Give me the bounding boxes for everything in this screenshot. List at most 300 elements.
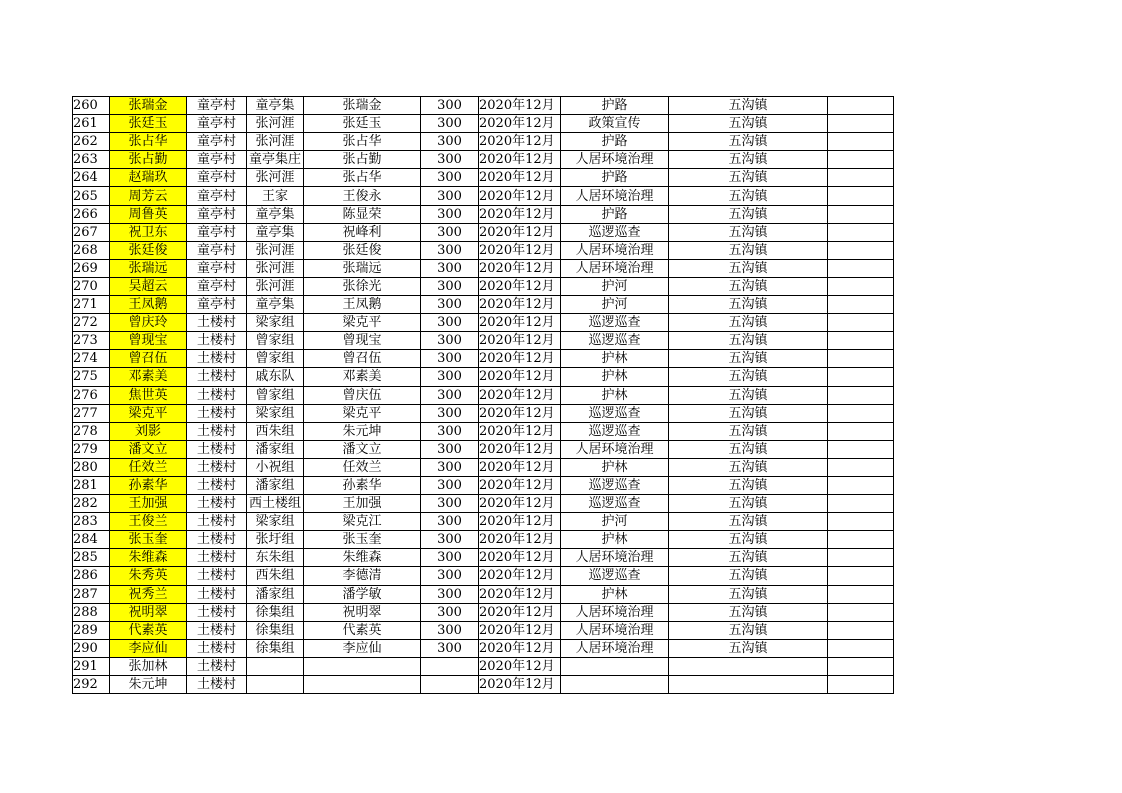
representative-cell[interactable]: 张占勤 bbox=[304, 151, 421, 169]
amount-cell[interactable]: 300 bbox=[421, 205, 479, 223]
name-cell[interactable]: 张廷俊 bbox=[110, 241, 187, 259]
date-cell[interactable]: 2020年12月 bbox=[479, 639, 561, 657]
town-cell[interactable]: 五沟镇 bbox=[669, 350, 828, 368]
note-cell[interactable] bbox=[828, 259, 894, 277]
date-cell[interactable]: 2020年12月 bbox=[479, 223, 561, 241]
amount-cell[interactable]: 300 bbox=[421, 440, 479, 458]
amount-cell[interactable]: 300 bbox=[421, 603, 479, 621]
town-cell[interactable]: 五沟镇 bbox=[669, 513, 828, 531]
village-cell[interactable]: 童亭村 bbox=[187, 223, 247, 241]
representative-cell[interactable]: 潘文立 bbox=[304, 440, 421, 458]
task-cell[interactable]: 人居环境治理 bbox=[561, 151, 669, 169]
village-cell[interactable]: 土楼村 bbox=[187, 567, 247, 585]
row-number-cell[interactable]: 264 bbox=[73, 169, 110, 187]
task-cell[interactable]: 护路 bbox=[561, 205, 669, 223]
task-cell[interactable]: 人居环境治理 bbox=[561, 603, 669, 621]
group-cell[interactable]: 张圩组 bbox=[247, 531, 304, 549]
group-cell[interactable]: 西朱组 bbox=[247, 567, 304, 585]
name-cell[interactable]: 张占勤 bbox=[110, 151, 187, 169]
amount-cell[interactable]: 300 bbox=[421, 151, 479, 169]
date-cell[interactable]: 2020年12月 bbox=[479, 205, 561, 223]
representative-cell[interactable]: 张徐光 bbox=[304, 277, 421, 295]
representative-cell[interactable]: 曾现宝 bbox=[304, 332, 421, 350]
amount-cell[interactable]: 300 bbox=[421, 639, 479, 657]
row-number-cell[interactable]: 284 bbox=[73, 531, 110, 549]
row-number-cell[interactable]: 286 bbox=[73, 567, 110, 585]
row-number-cell[interactable]: 269 bbox=[73, 259, 110, 277]
task-cell[interactable]: 护路 bbox=[561, 169, 669, 187]
row-number-cell[interactable]: 288 bbox=[73, 603, 110, 621]
note-cell[interactable] bbox=[828, 476, 894, 494]
task-cell[interactable]: 护林 bbox=[561, 458, 669, 476]
task-cell[interactable]: 人居环境治理 bbox=[561, 621, 669, 639]
village-cell[interactable]: 土楼村 bbox=[187, 639, 247, 657]
group-cell[interactable]: 张河涯 bbox=[247, 169, 304, 187]
name-cell[interactable]: 邓素美 bbox=[110, 368, 187, 386]
row-number-cell[interactable]: 291 bbox=[73, 657, 110, 675]
village-cell[interactable]: 童亭村 bbox=[187, 296, 247, 314]
representative-cell[interactable]: 孙素华 bbox=[304, 476, 421, 494]
town-cell[interactable]: 五沟镇 bbox=[669, 639, 828, 657]
task-cell[interactable]: 巡逻巡查 bbox=[561, 422, 669, 440]
representative-cell[interactable]: 梁克平 bbox=[304, 314, 421, 332]
group-cell[interactable]: 张河涯 bbox=[247, 277, 304, 295]
group-cell[interactable]: 张河涯 bbox=[247, 241, 304, 259]
representative-cell[interactable]: 陈显荣 bbox=[304, 205, 421, 223]
note-cell[interactable] bbox=[828, 440, 894, 458]
task-cell[interactable]: 人居环境治理 bbox=[561, 549, 669, 567]
amount-cell[interactable]: 300 bbox=[421, 350, 479, 368]
representative-cell[interactable]: 祝明翠 bbox=[304, 603, 421, 621]
row-number-cell[interactable]: 274 bbox=[73, 350, 110, 368]
date-cell[interactable]: 2020年12月 bbox=[479, 350, 561, 368]
village-cell[interactable]: 土楼村 bbox=[187, 549, 247, 567]
date-cell[interactable]: 2020年12月 bbox=[479, 241, 561, 259]
town-cell[interactable]: 五沟镇 bbox=[669, 314, 828, 332]
row-number-cell[interactable]: 261 bbox=[73, 115, 110, 133]
task-cell[interactable]: 人居环境治理 bbox=[561, 440, 669, 458]
note-cell[interactable] bbox=[828, 404, 894, 422]
name-cell[interactable]: 张瑞远 bbox=[110, 259, 187, 277]
representative-cell[interactable]: 王加强 bbox=[304, 495, 421, 513]
note-cell[interactable] bbox=[828, 296, 894, 314]
note-cell[interactable] bbox=[828, 169, 894, 187]
task-cell[interactable]: 巡逻巡查 bbox=[561, 314, 669, 332]
note-cell[interactable] bbox=[828, 676, 894, 694]
name-cell[interactable]: 祝卫东 bbox=[110, 223, 187, 241]
representative-cell[interactable]: 王俊永 bbox=[304, 187, 421, 205]
name-cell[interactable]: 梁克平 bbox=[110, 404, 187, 422]
note-cell[interactable] bbox=[828, 133, 894, 151]
town-cell[interactable]: 五沟镇 bbox=[669, 332, 828, 350]
date-cell[interactable]: 2020年12月 bbox=[479, 657, 561, 675]
representative-cell[interactable]: 张占华 bbox=[304, 169, 421, 187]
representative-cell[interactable]: 张玉奎 bbox=[304, 531, 421, 549]
note-cell[interactable] bbox=[828, 151, 894, 169]
task-cell[interactable]: 护林 bbox=[561, 531, 669, 549]
name-cell[interactable]: 曾召伍 bbox=[110, 350, 187, 368]
amount-cell[interactable]: 300 bbox=[421, 332, 479, 350]
date-cell[interactable]: 2020年12月 bbox=[479, 187, 561, 205]
task-cell[interactable] bbox=[561, 657, 669, 675]
amount-cell[interactable]: 300 bbox=[421, 531, 479, 549]
task-cell[interactable]: 护河 bbox=[561, 277, 669, 295]
date-cell[interactable]: 2020年12月 bbox=[479, 676, 561, 694]
note-cell[interactable] bbox=[828, 585, 894, 603]
representative-cell[interactable]: 张廷俊 bbox=[304, 241, 421, 259]
row-number-cell[interactable]: 279 bbox=[73, 440, 110, 458]
group-cell[interactable]: 梁家组 bbox=[247, 314, 304, 332]
date-cell[interactable]: 2020年12月 bbox=[479, 259, 561, 277]
task-cell[interactable]: 人居环境治理 bbox=[561, 259, 669, 277]
town-cell[interactable]: 五沟镇 bbox=[669, 549, 828, 567]
date-cell[interactable]: 2020年12月 bbox=[479, 386, 561, 404]
representative-cell[interactable]: 曾庆伍 bbox=[304, 386, 421, 404]
town-cell[interactable]: 五沟镇 bbox=[669, 97, 828, 115]
task-cell[interactable]: 巡逻巡查 bbox=[561, 567, 669, 585]
group-cell[interactable]: 小祝组 bbox=[247, 458, 304, 476]
representative-cell[interactable]: 祝峰利 bbox=[304, 223, 421, 241]
note-cell[interactable] bbox=[828, 549, 894, 567]
town-cell[interactable]: 五沟镇 bbox=[669, 476, 828, 494]
representative-cell[interactable]: 王凤鹅 bbox=[304, 296, 421, 314]
row-number-cell[interactable]: 266 bbox=[73, 205, 110, 223]
village-cell[interactable]: 土楼村 bbox=[187, 531, 247, 549]
name-cell[interactable]: 孙素华 bbox=[110, 476, 187, 494]
group-cell[interactable]: 东朱组 bbox=[247, 549, 304, 567]
note-cell[interactable] bbox=[828, 531, 894, 549]
name-cell[interactable]: 祝明翠 bbox=[110, 603, 187, 621]
representative-cell[interactable]: 潘学敏 bbox=[304, 585, 421, 603]
amount-cell[interactable]: 300 bbox=[421, 386, 479, 404]
group-cell[interactable]: 童亭集 bbox=[247, 296, 304, 314]
representative-cell[interactable]: 代素英 bbox=[304, 621, 421, 639]
name-cell[interactable]: 周鲁英 bbox=[110, 205, 187, 223]
group-cell[interactable]: 张河涯 bbox=[247, 115, 304, 133]
amount-cell[interactable] bbox=[421, 657, 479, 675]
village-cell[interactable]: 土楼村 bbox=[187, 513, 247, 531]
group-cell[interactable]: 张河涯 bbox=[247, 259, 304, 277]
row-number-cell[interactable]: 276 bbox=[73, 386, 110, 404]
village-cell[interactable]: 童亭村 bbox=[187, 205, 247, 223]
group-cell[interactable]: 王家 bbox=[247, 187, 304, 205]
note-cell[interactable] bbox=[828, 621, 894, 639]
representative-cell[interactable]: 张廷玉 bbox=[304, 115, 421, 133]
town-cell[interactable]: 五沟镇 bbox=[669, 259, 828, 277]
note-cell[interactable] bbox=[828, 639, 894, 657]
group-cell[interactable] bbox=[247, 657, 304, 675]
name-cell[interactable]: 潘文立 bbox=[110, 440, 187, 458]
row-number-cell[interactable]: 289 bbox=[73, 621, 110, 639]
task-cell[interactable]: 护路 bbox=[561, 97, 669, 115]
representative-cell[interactable]: 梁克平 bbox=[304, 404, 421, 422]
row-number-cell[interactable]: 287 bbox=[73, 585, 110, 603]
village-cell[interactable]: 土楼村 bbox=[187, 585, 247, 603]
group-cell[interactable]: 徐集组 bbox=[247, 603, 304, 621]
amount-cell[interactable]: 300 bbox=[421, 476, 479, 494]
town-cell[interactable]: 五沟镇 bbox=[669, 603, 828, 621]
row-number-cell[interactable]: 277 bbox=[73, 404, 110, 422]
task-cell[interactable]: 巡逻巡查 bbox=[561, 476, 669, 494]
representative-cell[interactable]: 李应仙 bbox=[304, 639, 421, 657]
row-number-cell[interactable]: 273 bbox=[73, 332, 110, 350]
town-cell[interactable]: 五沟镇 bbox=[669, 368, 828, 386]
town-cell[interactable]: 五沟镇 bbox=[669, 296, 828, 314]
group-cell[interactable]: 童亭集 bbox=[247, 223, 304, 241]
name-cell[interactable]: 任效兰 bbox=[110, 458, 187, 476]
name-cell[interactable]: 曾庆玲 bbox=[110, 314, 187, 332]
name-cell[interactable]: 周芳云 bbox=[110, 187, 187, 205]
date-cell[interactable]: 2020年12月 bbox=[479, 531, 561, 549]
amount-cell[interactable]: 300 bbox=[421, 223, 479, 241]
representative-cell[interactable]: 梁克江 bbox=[304, 513, 421, 531]
town-cell[interactable]: 五沟镇 bbox=[669, 495, 828, 513]
town-cell[interactable]: 五沟镇 bbox=[669, 440, 828, 458]
row-number-cell[interactable]: 267 bbox=[73, 223, 110, 241]
village-cell[interactable]: 土楼村 bbox=[187, 621, 247, 639]
amount-cell[interactable]: 300 bbox=[421, 404, 479, 422]
name-cell[interactable]: 刘影 bbox=[110, 422, 187, 440]
town-cell[interactable]: 五沟镇 bbox=[669, 531, 828, 549]
name-cell[interactable]: 王加强 bbox=[110, 495, 187, 513]
amount-cell[interactable]: 300 bbox=[421, 314, 479, 332]
row-number-cell[interactable]: 268 bbox=[73, 241, 110, 259]
town-cell[interactable]: 五沟镇 bbox=[669, 205, 828, 223]
group-cell[interactable]: 童亭集 bbox=[247, 97, 304, 115]
row-number-cell[interactable]: 280 bbox=[73, 458, 110, 476]
task-cell[interactable]: 巡逻巡查 bbox=[561, 404, 669, 422]
name-cell[interactable]: 朱元坤 bbox=[110, 676, 187, 694]
row-number-cell[interactable]: 262 bbox=[73, 133, 110, 151]
date-cell[interactable]: 2020年12月 bbox=[479, 495, 561, 513]
representative-cell[interactable]: 张瑞金 bbox=[304, 97, 421, 115]
note-cell[interactable] bbox=[828, 603, 894, 621]
name-cell[interactable]: 张瑞金 bbox=[110, 97, 187, 115]
note-cell[interactable] bbox=[828, 350, 894, 368]
note-cell[interactable] bbox=[828, 368, 894, 386]
town-cell[interactable]: 五沟镇 bbox=[669, 621, 828, 639]
village-cell[interactable]: 土楼村 bbox=[187, 332, 247, 350]
row-number-cell[interactable]: 283 bbox=[73, 513, 110, 531]
date-cell[interactable]: 2020年12月 bbox=[479, 332, 561, 350]
group-cell[interactable]: 梁家组 bbox=[247, 513, 304, 531]
date-cell[interactable]: 2020年12月 bbox=[479, 404, 561, 422]
representative-cell[interactable]: 任效兰 bbox=[304, 458, 421, 476]
group-cell[interactable] bbox=[247, 676, 304, 694]
amount-cell[interactable]: 300 bbox=[421, 115, 479, 133]
representative-cell[interactable]: 李德清 bbox=[304, 567, 421, 585]
amount-cell[interactable]: 300 bbox=[421, 133, 479, 151]
date-cell[interactable]: 2020年12月 bbox=[479, 458, 561, 476]
note-cell[interactable] bbox=[828, 187, 894, 205]
task-cell[interactable]: 人居环境治理 bbox=[561, 187, 669, 205]
group-cell[interactable]: 曾家组 bbox=[247, 350, 304, 368]
row-number-cell[interactable]: 265 bbox=[73, 187, 110, 205]
row-number-cell[interactable]: 285 bbox=[73, 549, 110, 567]
row-number-cell[interactable]: 290 bbox=[73, 639, 110, 657]
town-cell[interactable]: 五沟镇 bbox=[669, 187, 828, 205]
note-cell[interactable] bbox=[828, 314, 894, 332]
group-cell[interactable]: 西土楼组 bbox=[247, 495, 304, 513]
row-number-cell[interactable]: 282 bbox=[73, 495, 110, 513]
note-cell[interactable] bbox=[828, 241, 894, 259]
name-cell[interactable]: 吴超云 bbox=[110, 277, 187, 295]
representative-cell[interactable]: 朱元坤 bbox=[304, 422, 421, 440]
village-cell[interactable]: 土楼村 bbox=[187, 603, 247, 621]
representative-cell[interactable]: 朱维森 bbox=[304, 549, 421, 567]
note-cell[interactable] bbox=[828, 115, 894, 133]
town-cell[interactable]: 五沟镇 bbox=[669, 585, 828, 603]
date-cell[interactable]: 2020年12月 bbox=[479, 440, 561, 458]
task-cell[interactable]: 护林 bbox=[561, 585, 669, 603]
village-cell[interactable]: 土楼村 bbox=[187, 495, 247, 513]
town-cell[interactable]: 五沟镇 bbox=[669, 567, 828, 585]
group-cell[interactable]: 梁家组 bbox=[247, 404, 304, 422]
task-cell[interactable]: 巡逻巡查 bbox=[561, 495, 669, 513]
row-number-cell[interactable]: 275 bbox=[73, 368, 110, 386]
date-cell[interactable]: 2020年12月 bbox=[479, 476, 561, 494]
date-cell[interactable]: 2020年12月 bbox=[479, 277, 561, 295]
village-cell[interactable]: 土楼村 bbox=[187, 676, 247, 694]
town-cell[interactable]: 五沟镇 bbox=[669, 404, 828, 422]
task-cell[interactable]: 人居环境治理 bbox=[561, 241, 669, 259]
task-cell[interactable]: 人居环境治理 bbox=[561, 639, 669, 657]
group-cell[interactable]: 徐集组 bbox=[247, 621, 304, 639]
amount-cell[interactable]: 300 bbox=[421, 495, 479, 513]
village-cell[interactable]: 童亭村 bbox=[187, 97, 247, 115]
name-cell[interactable]: 张占华 bbox=[110, 133, 187, 151]
date-cell[interactable]: 2020年12月 bbox=[479, 169, 561, 187]
task-cell[interactable]: 护河 bbox=[561, 296, 669, 314]
amount-cell[interactable]: 300 bbox=[421, 169, 479, 187]
row-number-cell[interactable]: 281 bbox=[73, 476, 110, 494]
town-cell[interactable]: 五沟镇 bbox=[669, 115, 828, 133]
representative-cell[interactable]: 曾召伍 bbox=[304, 350, 421, 368]
village-cell[interactable]: 土楼村 bbox=[187, 350, 247, 368]
amount-cell[interactable]: 300 bbox=[421, 621, 479, 639]
village-cell[interactable]: 土楼村 bbox=[187, 422, 247, 440]
village-cell[interactable]: 童亭村 bbox=[187, 277, 247, 295]
name-cell[interactable]: 王凤鹅 bbox=[110, 296, 187, 314]
task-cell[interactable]: 护河 bbox=[561, 513, 669, 531]
note-cell[interactable] bbox=[828, 513, 894, 531]
note-cell[interactable] bbox=[828, 495, 894, 513]
note-cell[interactable] bbox=[828, 386, 894, 404]
note-cell[interactable] bbox=[828, 567, 894, 585]
village-cell[interactable]: 童亭村 bbox=[187, 241, 247, 259]
name-cell[interactable]: 朱秀英 bbox=[110, 567, 187, 585]
note-cell[interactable] bbox=[828, 332, 894, 350]
village-cell[interactable]: 土楼村 bbox=[187, 458, 247, 476]
village-cell[interactable]: 童亭村 bbox=[187, 187, 247, 205]
name-cell[interactable]: 焦世英 bbox=[110, 386, 187, 404]
date-cell[interactable]: 2020年12月 bbox=[479, 585, 561, 603]
task-cell[interactable]: 政策宣传 bbox=[561, 115, 669, 133]
task-cell[interactable]: 护林 bbox=[561, 386, 669, 404]
date-cell[interactable]: 2020年12月 bbox=[479, 368, 561, 386]
date-cell[interactable]: 2020年12月 bbox=[479, 603, 561, 621]
date-cell[interactable]: 2020年12月 bbox=[479, 133, 561, 151]
group-cell[interactable]: 童亭集庄 bbox=[247, 151, 304, 169]
date-cell[interactable]: 2020年12月 bbox=[479, 549, 561, 567]
village-cell[interactable]: 童亭村 bbox=[187, 259, 247, 277]
group-cell[interactable]: 潘家组 bbox=[247, 476, 304, 494]
row-number-cell[interactable]: 260 bbox=[73, 97, 110, 115]
amount-cell[interactable] bbox=[421, 676, 479, 694]
date-cell[interactable]: 2020年12月 bbox=[479, 314, 561, 332]
amount-cell[interactable]: 300 bbox=[421, 422, 479, 440]
amount-cell[interactable]: 300 bbox=[421, 97, 479, 115]
row-number-cell[interactable]: 278 bbox=[73, 422, 110, 440]
note-cell[interactable] bbox=[828, 97, 894, 115]
group-cell[interactable]: 张河涯 bbox=[247, 133, 304, 151]
name-cell[interactable]: 祝秀兰 bbox=[110, 585, 187, 603]
village-cell[interactable]: 童亭村 bbox=[187, 151, 247, 169]
amount-cell[interactable]: 300 bbox=[421, 296, 479, 314]
village-cell[interactable]: 土楼村 bbox=[187, 314, 247, 332]
task-cell[interactable] bbox=[561, 676, 669, 694]
group-cell[interactable]: 潘家组 bbox=[247, 440, 304, 458]
date-cell[interactable]: 2020年12月 bbox=[479, 151, 561, 169]
name-cell[interactable]: 张廷玉 bbox=[110, 115, 187, 133]
town-cell[interactable] bbox=[669, 657, 828, 675]
town-cell[interactable]: 五沟镇 bbox=[669, 386, 828, 404]
group-cell[interactable]: 潘家组 bbox=[247, 585, 304, 603]
village-cell[interactable]: 土楼村 bbox=[187, 440, 247, 458]
task-cell[interactable]: 护林 bbox=[561, 368, 669, 386]
town-cell[interactable]: 五沟镇 bbox=[669, 133, 828, 151]
amount-cell[interactable]: 300 bbox=[421, 585, 479, 603]
note-cell[interactable] bbox=[828, 458, 894, 476]
name-cell[interactable]: 李应仙 bbox=[110, 639, 187, 657]
date-cell[interactable]: 2020年12月 bbox=[479, 296, 561, 314]
town-cell[interactable]: 五沟镇 bbox=[669, 223, 828, 241]
note-cell[interactable] bbox=[828, 657, 894, 675]
date-cell[interactable]: 2020年12月 bbox=[479, 422, 561, 440]
amount-cell[interactable]: 300 bbox=[421, 277, 479, 295]
town-cell[interactable]: 五沟镇 bbox=[669, 169, 828, 187]
note-cell[interactable] bbox=[828, 277, 894, 295]
row-number-cell[interactable]: 263 bbox=[73, 151, 110, 169]
group-cell[interactable]: 戚东队 bbox=[247, 368, 304, 386]
town-cell[interactable]: 五沟镇 bbox=[669, 422, 828, 440]
note-cell[interactable] bbox=[828, 422, 894, 440]
task-cell[interactable]: 护路 bbox=[561, 133, 669, 151]
note-cell[interactable] bbox=[828, 205, 894, 223]
name-cell[interactable]: 代素英 bbox=[110, 621, 187, 639]
amount-cell[interactable]: 300 bbox=[421, 368, 479, 386]
task-cell[interactable]: 护林 bbox=[561, 350, 669, 368]
amount-cell[interactable]: 300 bbox=[421, 567, 479, 585]
row-number-cell[interactable]: 272 bbox=[73, 314, 110, 332]
town-cell[interactable]: 五沟镇 bbox=[669, 151, 828, 169]
village-cell[interactable]: 童亭村 bbox=[187, 169, 247, 187]
town-cell[interactable] bbox=[669, 676, 828, 694]
representative-cell[interactable] bbox=[304, 676, 421, 694]
name-cell[interactable]: 王俊兰 bbox=[110, 513, 187, 531]
row-number-cell[interactable]: 270 bbox=[73, 277, 110, 295]
group-cell[interactable]: 曾家组 bbox=[247, 386, 304, 404]
amount-cell[interactable]: 300 bbox=[421, 549, 479, 567]
name-cell[interactable]: 张加林 bbox=[110, 657, 187, 675]
town-cell[interactable]: 五沟镇 bbox=[669, 241, 828, 259]
task-cell[interactable]: 巡逻巡查 bbox=[561, 332, 669, 350]
representative-cell[interactable]: 张占华 bbox=[304, 133, 421, 151]
amount-cell[interactable]: 300 bbox=[421, 187, 479, 205]
village-cell[interactable]: 童亭村 bbox=[187, 133, 247, 151]
date-cell[interactable]: 2020年12月 bbox=[479, 621, 561, 639]
representative-cell[interactable] bbox=[304, 657, 421, 675]
